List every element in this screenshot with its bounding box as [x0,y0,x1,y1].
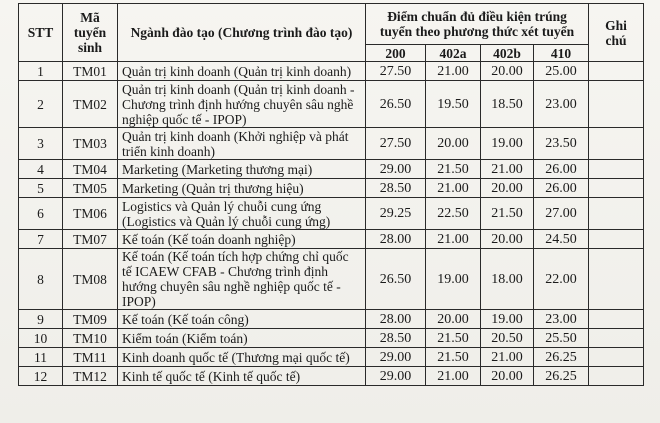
row-score-410: 24.50 [534,230,589,249]
row-note [589,81,644,128]
row-major: Kế toán (Kế toán doanh nghiệp) [118,230,366,249]
row-score-410: 23.00 [534,310,589,329]
row-stt: 1 [19,62,63,81]
row-major: Logistics và Quản lý chuỗi cung ứng (Logistics và Quản lý chuỗi cung ứng) [118,198,366,230]
row-score-402a: 20.00 [426,310,481,329]
row-note [589,62,644,81]
row-note [589,249,644,310]
row-major: Marketing (Marketing thương mại) [118,160,366,179]
header-major: Ngành đào tạo (Chương trình đào tạo) [118,4,366,62]
row-note [589,367,644,386]
row-score-402a: 22.50 [426,198,481,230]
row-score-402b: 18.50 [481,81,534,128]
header-method-402b: 402b [481,45,534,62]
table-body [19,62,644,386]
row-score-402b: 21.50 [481,198,534,230]
row-score-200: 27.50 [366,62,426,81]
row-score-200: 26.50 [366,249,426,310]
row-score-402b: 20.00 [481,367,534,386]
row-major: Marketing (Quản trị thương hiệu) [118,179,366,198]
row-code: TM12 [63,367,118,386]
row-major: Kế toán (Kế toán công) [118,310,366,329]
row-score-200: 29.00 [366,367,426,386]
row-score-200: 28.50 [366,179,426,198]
row-code: TM07 [63,230,118,249]
row-score-402b: 20.00 [481,179,534,198]
row-score-410: 26.00 [534,160,589,179]
row-note [589,348,644,367]
row-score-410: 25.00 [534,62,589,81]
header-method-200: 200 [366,45,426,62]
row-score-402b: 21.00 [481,348,534,367]
row-score-410: 25.50 [534,329,589,348]
row-score-402b: 21.00 [481,160,534,179]
row-stt: 10 [19,329,63,348]
row-stt: 7 [19,230,63,249]
table-row [19,62,644,81]
row-score-402b: 19.00 [481,310,534,329]
row-major: Quản trị kinh doanh (Quản trị kinh doanh) [118,62,366,81]
row-score-402b: 20.50 [481,329,534,348]
row-note [589,179,644,198]
row-major: Kinh doanh quốc tế (Thương mại quốc tế) [118,348,366,367]
row-score-402a: 19.00 [426,249,481,310]
row-stt: 3 [19,128,63,160]
table-row [19,230,644,249]
row-score-200: 29.25 [366,198,426,230]
row-major: Quản trị kinh doanh (Khởi nghiệp và phát triển kinh doanh) [118,128,366,160]
row-code: TM06 [63,198,118,230]
row-score-200: 29.00 [366,348,426,367]
row-stt: 12 [19,367,63,386]
row-code: TM03 [63,128,118,160]
row-score-410: 23.00 [534,81,589,128]
row-stt: 9 [19,310,63,329]
row-score-200: 28.50 [366,329,426,348]
table-row [19,81,644,128]
header-score-group: Điểm chuẩn đủ điều kiện trúng tuyển theo phương thức xét tuyển [366,4,589,45]
row-score-402a: 20.00 [426,128,481,160]
row-score-402a: 21.50 [426,160,481,179]
row-code: TM05 [63,179,118,198]
row-stt: 4 [19,160,63,179]
table-row [19,367,644,386]
row-major: Kiểm toán (Kiểm toán) [118,329,366,348]
row-score-410: 26.25 [534,367,589,386]
row-note [589,310,644,329]
table-row [19,198,644,230]
table-row [19,128,644,160]
row-score-402b: 20.00 [481,62,534,81]
row-score-200: 29.00 [366,160,426,179]
row-score-402b: 18.00 [481,249,534,310]
row-score-200: 28.00 [366,230,426,249]
row-score-402b: 20.00 [481,230,534,249]
row-score-200: 28.00 [366,310,426,329]
row-score-410: 26.00 [534,179,589,198]
row-stt: 5 [19,179,63,198]
row-score-200: 27.50 [366,128,426,160]
row-code: TM09 [63,310,118,329]
row-code: TM08 [63,249,118,310]
row-code: TM02 [63,81,118,128]
row-score-402b: 19.00 [481,128,534,160]
row-score-402a: 21.00 [426,230,481,249]
row-stt: 6 [19,198,63,230]
row-code: TM10 [63,329,118,348]
row-score-402a: 21.00 [426,367,481,386]
row-score-402a: 19.50 [426,81,481,128]
row-note [589,198,644,230]
table-row [19,348,644,367]
header-code: Mã tuyển sinh [63,4,118,62]
row-stt: 11 [19,348,63,367]
row-score-402a: 21.00 [426,179,481,198]
row-note [589,329,644,348]
row-score-410: 26.25 [534,348,589,367]
row-score-402a: 21.50 [426,348,481,367]
row-score-200: 26.50 [366,81,426,128]
table-row [19,310,644,329]
row-score-402a: 21.50 [426,329,481,348]
row-note [589,160,644,179]
table-row [19,179,644,198]
row-code: TM11 [63,348,118,367]
row-major: Kế toán (Kế toán tích hợp chứng chỉ quốc tế ICAEW CFAB - Chương trình định hướng chuyên sâu nghề nghiệp quốc tế - IPOP) [118,249,366,310]
row-score-410: 27.00 [534,198,589,230]
row-major: Quản trị kinh doanh (Quản trị kinh doanh - Chương trình định hướng chuyên sâu nghề nghiệp quốc tế - IPOP) [118,81,366,128]
row-code: TM04 [63,160,118,179]
admission-score-table [18,3,644,386]
row-stt: 2 [19,81,63,128]
table-row [19,249,644,310]
header-method-410: 410 [534,45,589,62]
row-note [589,230,644,249]
table-row [19,160,644,179]
row-note [589,128,644,160]
header-stt: STT [19,4,63,62]
row-stt: 8 [19,249,63,310]
row-score-402a: 21.00 [426,62,481,81]
row-score-410: 22.00 [534,249,589,310]
table-row [19,329,644,348]
row-score-410: 23.50 [534,128,589,160]
header-note: Ghi chú [589,4,644,62]
row-major: Kinh tế quốc tế (Kinh tế quốc tế) [118,367,366,386]
header-method-402a: 402a [426,45,481,62]
header-row [19,4,644,45]
row-code: TM01 [63,62,118,81]
